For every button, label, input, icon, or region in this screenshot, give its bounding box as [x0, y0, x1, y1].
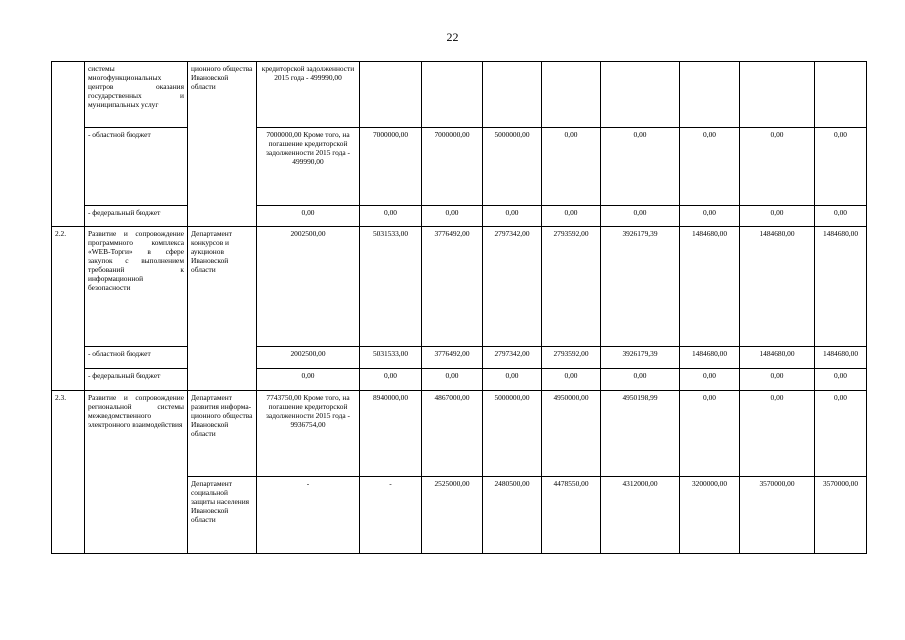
- value-cell: -: [360, 477, 422, 554]
- value-cell: [360, 62, 422, 128]
- value-cell: 2793592,00: [542, 347, 601, 369]
- value-cell: -: [257, 477, 360, 554]
- value-cell: 3926179,39: [601, 227, 680, 347]
- value-cell: 2797342,00: [483, 227, 542, 347]
- value-cell: 3926179,39: [601, 347, 680, 369]
- value-cell: 0,00: [815, 391, 867, 477]
- value-cell: 4950198,99: [601, 391, 680, 477]
- budget-table: [51, 61, 867, 554]
- executor: Департамент социальной защиты населения Ивановской области: [188, 477, 257, 554]
- table-row: [52, 62, 867, 128]
- value-cell: 1484680,00: [680, 227, 740, 347]
- budget-source-label: - федеральный бюджет: [85, 369, 188, 391]
- value-cell: 0,00: [601, 128, 680, 206]
- value-cell: 0,00: [360, 206, 422, 227]
- table-row: [52, 391, 867, 477]
- table-row: [52, 128, 867, 206]
- value-cell: 0,00: [601, 369, 680, 391]
- table-row: [52, 227, 867, 347]
- table-row: [52, 369, 867, 391]
- value-cell: 5000000,00: [483, 128, 542, 206]
- value-cell: 4312000,00: [601, 477, 680, 554]
- value-cell: 0,00: [815, 128, 867, 206]
- value-cell: 2793592,00: [542, 227, 601, 347]
- value-cell: [422, 62, 483, 128]
- value-cell: 2480500,00: [483, 477, 542, 554]
- executor: Департамент конкурсов и аукционов Ивановской области: [188, 227, 257, 391]
- value-cell: 3570000,00: [815, 477, 867, 554]
- value-cell: 0,00: [740, 206, 815, 227]
- row-number: 2.2.: [52, 227, 85, 391]
- value-cell: 8940000,00: [360, 391, 422, 477]
- value-cell: [542, 62, 601, 128]
- value-cell: 1484680,00: [815, 347, 867, 369]
- table-row: [52, 206, 867, 227]
- value-cell: 3776492,00: [422, 227, 483, 347]
- value-cell: 3200000,00: [680, 477, 740, 554]
- value-cell: 0,00: [483, 206, 542, 227]
- value-cell: кредиторской задолженности 2015 года - 499990,00: [257, 62, 360, 128]
- value-cell: 3776492,00: [422, 347, 483, 369]
- value-cell: 0,00: [815, 206, 867, 227]
- value-cell: 2797342,00: [483, 347, 542, 369]
- value-cell: 1484680,00: [740, 227, 815, 347]
- value-cell: 0,00: [680, 206, 740, 227]
- value-cell: 0,00: [422, 369, 483, 391]
- value-cell: 4478550,00: [542, 477, 601, 554]
- value-cell: [680, 62, 740, 128]
- value-cell: 4950000,00: [542, 391, 601, 477]
- value-cell: 7000000,00: [422, 128, 483, 206]
- value-cell: 4867000,00: [422, 391, 483, 477]
- executor: ционного общества Ивановской области: [188, 62, 257, 227]
- value-cell: 7000000,00 Кроме того, на погашение кредиторской задолженности 2015 года - 499990,00: [257, 128, 360, 206]
- value-cell: 3570000,00: [740, 477, 815, 554]
- value-cell: 2525000,00: [422, 477, 483, 554]
- value-cell: 2002500,00: [257, 227, 360, 347]
- value-cell: [483, 62, 542, 128]
- budget-source-label: - областной бюджет: [85, 347, 188, 369]
- value-cell: 0,00: [740, 369, 815, 391]
- budget-source-label: - областной бюджет: [85, 128, 188, 206]
- value-cell: 5031533,00: [360, 347, 422, 369]
- activity-name: Развитие и сопровождение программного комплекса «WEB-Торги» в сфере закупок с выполнением требований к информационной безопасности: [85, 227, 188, 347]
- value-cell: 1484680,00: [815, 227, 867, 347]
- value-cell: 0,00: [422, 206, 483, 227]
- value-cell: [815, 62, 867, 128]
- activity-name: системы многофункциональных центров оказания государственных и муниципальных услуг: [85, 62, 188, 128]
- value-cell: 0,00: [257, 206, 360, 227]
- value-cell: 0,00: [601, 206, 680, 227]
- value-cell: 0,00: [542, 206, 601, 227]
- value-cell: 0,00: [680, 391, 740, 477]
- page-number: 22: [446, 30, 459, 44]
- executor: Департамент развития информа-ционного общества Ивановской области: [188, 391, 257, 477]
- value-cell: 0,00: [360, 369, 422, 391]
- row-number: 2.3.: [52, 391, 85, 554]
- value-cell: 1484680,00: [680, 347, 740, 369]
- table-row: [52, 347, 867, 369]
- value-cell: 0,00: [815, 369, 867, 391]
- value-cell: 0,00: [740, 391, 815, 477]
- value-cell: 7743750,00 Кроме того, на погашение кредиторской задолженности 2015 года - 9936754,00: [257, 391, 360, 477]
- value-cell: 1484680,00: [740, 347, 815, 369]
- value-cell: 0,00: [257, 369, 360, 391]
- value-cell: 0,00: [680, 128, 740, 206]
- budget-source-label: - федеральный бюджет: [85, 206, 188, 227]
- value-cell: 0,00: [542, 128, 601, 206]
- value-cell: 2002500,00: [257, 347, 360, 369]
- value-cell: 5000000,00: [483, 391, 542, 477]
- value-cell: [601, 62, 680, 128]
- value-cell: 0,00: [483, 369, 542, 391]
- activity-name: Развитие и сопровождение региональной системы межведомственного электронного взаимодействия: [85, 391, 188, 554]
- value-cell: 0,00: [542, 369, 601, 391]
- value-cell: 0,00: [740, 128, 815, 206]
- value-cell: 0,00: [680, 369, 740, 391]
- row-number: [52, 62, 85, 227]
- value-cell: 5031533,00: [360, 227, 422, 347]
- value-cell: [740, 62, 815, 128]
- value-cell: 7000000,00: [360, 128, 422, 206]
